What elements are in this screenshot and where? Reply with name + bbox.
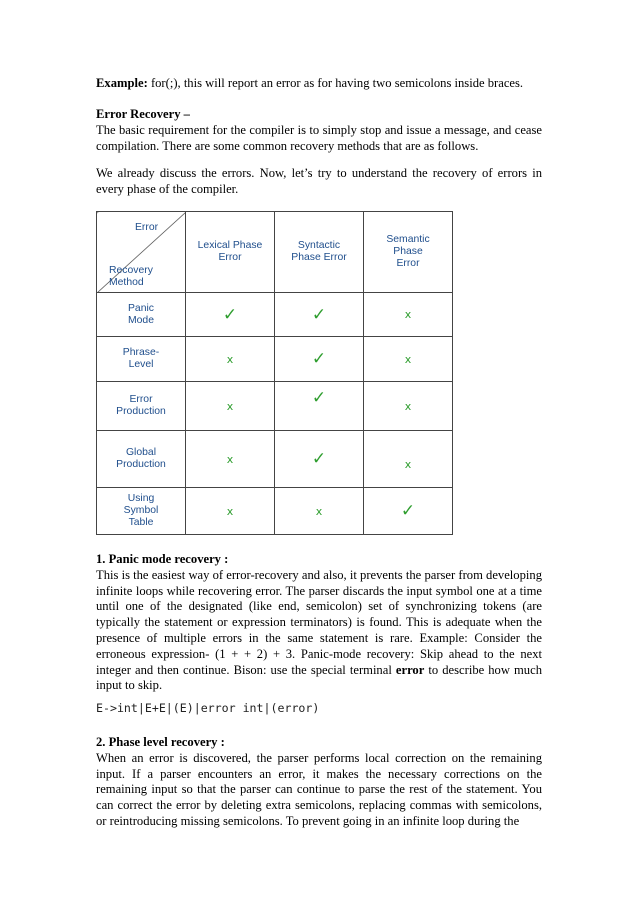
row-label-line: Global — [125, 447, 157, 458]
row-label-error-production — [97, 382, 186, 431]
row-label-line: Table — [128, 517, 154, 528]
table-row-error-production — [97, 382, 453, 431]
example-label: Example: — [96, 76, 148, 90]
panic-mode-heading: 1. Panic mode recovery : — [96, 552, 229, 566]
row-label-line: Mode — [128, 314, 154, 326]
column-header-line: Semantic — [386, 234, 430, 245]
check-mark-icon: ✓ — [275, 431, 364, 488]
column-header-lexical — [186, 212, 275, 293]
example-description: , this will report an error as for having two semicolons inside braces. — [177, 76, 524, 90]
column-header-line: Phase Error — [291, 252, 347, 263]
panic-mode-section — [96, 552, 542, 694]
discuss-text: We already discuss the errors. Now, let’s try to understand the recovery of errors in every phase of the compiler. — [96, 166, 542, 196]
column-header-syntactic — [275, 212, 364, 293]
phase-level-text: When an error is discovered, the parser performs local correction on the remaining input. If a parser encounters an error, it makes the necessary corrections on the remaining input so that the parser can continue to parse the rest of the statement. You can correct the error by deleting extra semicolons, replacing commas with semicolons, or reintroducing missing semicolons. To prevent going in an infinite loop during the — [96, 750, 542, 828]
column-header-line: Lexical Phase — [197, 240, 263, 251]
grammar-code-line: E->int|E+E|(E)|error int|(error) — [96, 701, 320, 715]
row-label-panic-mode — [97, 293, 186, 337]
table-row-panic-mode — [97, 293, 453, 337]
column-header-semantic — [364, 212, 453, 293]
row-label-line: Level — [128, 359, 154, 370]
column-header-line: Error — [396, 258, 420, 269]
corner-method-line: Method — [109, 277, 144, 288]
cross-mark-icon: x — [364, 431, 453, 488]
table-row-phrase-level — [97, 337, 453, 382]
row-label-phrase-level — [97, 337, 186, 382]
row-label-line: Symbol — [123, 505, 159, 516]
row-label-line: Using — [127, 493, 155, 504]
row-label-line: Error — [129, 394, 153, 405]
phase-level-heading: 2. Phase level recovery : — [96, 735, 225, 749]
table-row-global-production — [97, 431, 453, 488]
row-label-line: Production — [116, 459, 166, 470]
panic-mode-text: This is the easiest way of error-recovery and also, it prevents the parser from developing infinite loops while recovering error. The parser discards the input symbol one at a time until one of the designated (like end, semicolon) set of synchronizing tokens (are typically the statement or expression terminators) is found. This is adequate when the presence of multiple errors in the same statement is rare. Example: Consider the erroneous expression- (1 + + 2) + 3. Panic-mode recovery: Skip ahead to the next integer and then continue. Bison: use the special terminal — [96, 567, 542, 677]
error-keyword: error — [395, 662, 425, 677]
corner-recovery-line: Recovery — [109, 265, 153, 276]
discuss-paragraph — [96, 166, 542, 198]
error-recovery-heading: Error Recovery – — [96, 107, 190, 121]
row-label-using-symbol-table — [97, 488, 186, 535]
error-recovery-text: The basic requirement for the compiler is to simply stop and issue a message, and cease compilation. There are some common recovery methods that are as follows. — [96, 122, 542, 153]
cross-mark-icon: x — [186, 431, 275, 488]
row-label-line: Production — [116, 406, 166, 417]
check-mark-icon: ✓ — [275, 382, 364, 431]
cross-mark-icon: x — [364, 293, 453, 337]
cross-mark-icon: x — [186, 337, 275, 382]
example-line — [96, 76, 542, 92]
example-code: for(;) — [150, 76, 178, 90]
error-recovery-section — [96, 107, 542, 154]
check-mark-icon: ✓ — [364, 488, 453, 535]
cross-mark-icon: x — [364, 382, 453, 431]
cross-mark-icon: x — [186, 382, 275, 431]
row-label-global-production — [97, 431, 186, 488]
row-label-line: Phrase- — [122, 347, 160, 358]
corner-recovery-method-label — [109, 265, 153, 289]
column-header-line: Phase — [393, 246, 423, 257]
table-row-using-symbol-table — [97, 488, 453, 535]
row-label-line: Panic — [128, 302, 154, 314]
check-mark-icon: ✓ — [275, 337, 364, 382]
table-corner-cell — [97, 212, 186, 293]
phase-level-section — [96, 735, 542, 830]
cross-mark-icon: x — [364, 337, 453, 382]
cross-mark-icon: x — [275, 488, 364, 535]
recovery-method-table — [96, 211, 453, 535]
corner-error-label: Error — [135, 222, 159, 233]
column-header-line: Error — [218, 252, 242, 263]
table-header-row — [97, 212, 453, 293]
check-mark-icon: ✓ — [275, 293, 364, 337]
panic-mode-text-end: to describe how much input to skip. — [96, 662, 542, 693]
column-header-line: Syntactic — [297, 240, 341, 251]
cross-mark-icon: x — [186, 488, 275, 535]
check-mark-icon: ✓ — [186, 293, 275, 337]
